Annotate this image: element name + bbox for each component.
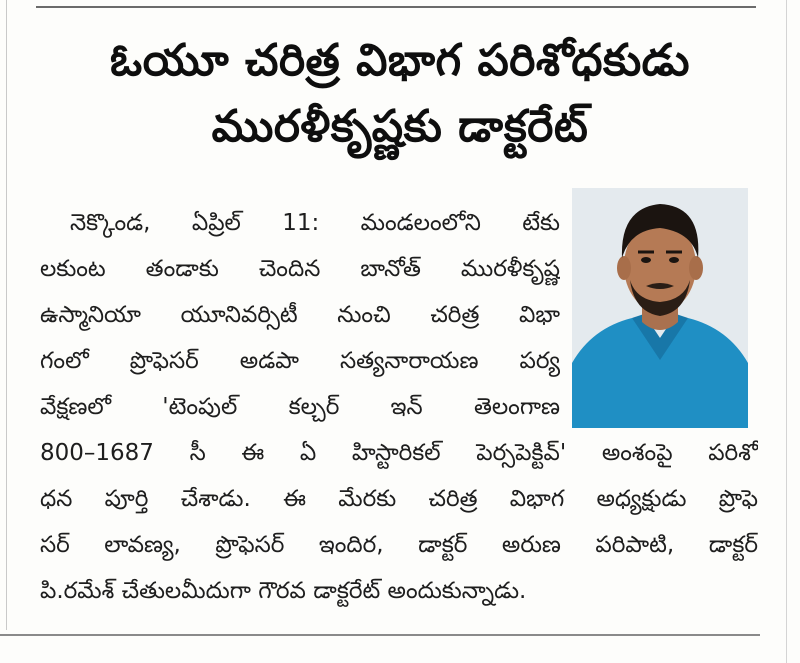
- body-line: గంలో ప్రొఫెసర్ అడపా సత్యనారాయణ పర్య: [40, 348, 560, 374]
- body-line: నెక్కొండ, ఏప్రిల్ 11: మండలంలోని టేకు: [70, 210, 560, 236]
- body-line: 800–1687 సీ ఈ ఏ హిస్టారికల్ పెర్సపెక్టివ్' అంశంపై పరిశో: [40, 440, 758, 466]
- body-line: వేక్షణలో 'టెంపుల్ కల్చర్ ఇన్ తెలంగాణ: [40, 394, 560, 420]
- body-line: ఉస్మానియా యూనివర్సిటీ నుంచి చరిత్ర విభా: [40, 302, 560, 328]
- article-body: [40, 200, 758, 614]
- body-line: పి.రమేశ్ చేతులమీదుగా గౌరవ డాక్టరేట్ అందుకున్నాడు.: [40, 578, 527, 604]
- body-line: లకుంట తండాకు చెందిన బానోత్ మురళీకృష్ణ: [40, 256, 560, 282]
- top-rule: [36, 6, 756, 8]
- bottom-rule: [0, 634, 760, 636]
- body-line: సర్ లావణ్య, ప్రొఫెసర్ ఇందిర, డాక్టర్ అరుణ పరిపాటి, డాక్టర్: [40, 532, 758, 558]
- right-rule: [786, 0, 787, 663]
- left-rule: [6, 0, 7, 630]
- headline-line-2: మురళీకృష్ణకు డాక్టరేట్: [211, 101, 589, 152]
- headline-line-1: ఓయూ చరిత్ర విభాగ పరిశోధకుడు: [110, 35, 690, 86]
- headline: [40, 28, 760, 160]
- body-line: ధన పూర్తి చేశాడు. ఈ మేరకు చరిత్ర విభాగ అధ్యక్షుడు ప్రొఫె: [40, 486, 758, 512]
